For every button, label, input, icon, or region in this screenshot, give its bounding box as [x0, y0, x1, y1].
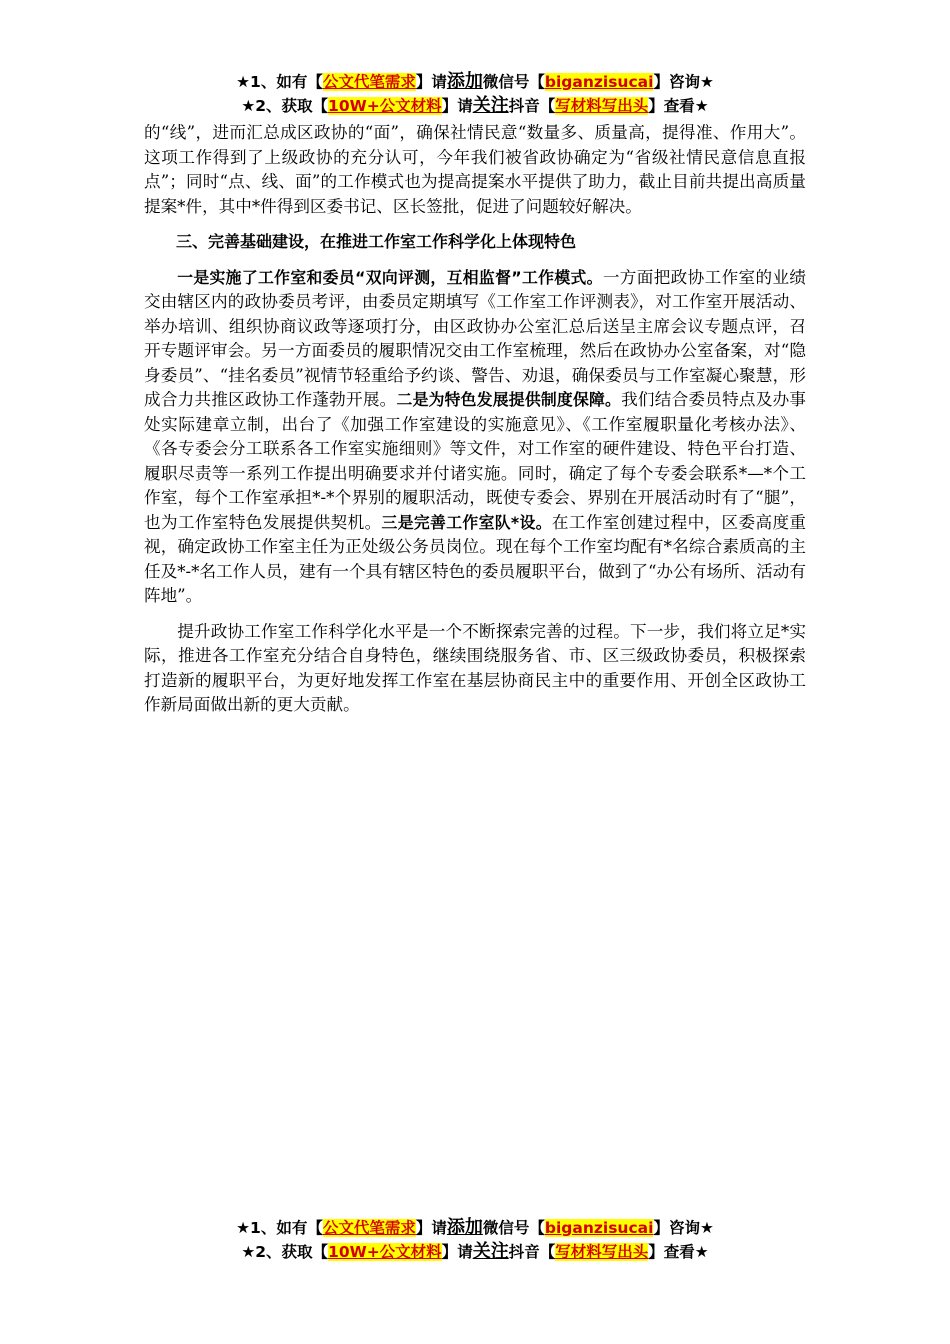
banner-wechat-id: biganzisucai [544, 73, 654, 91]
document-body [144, 121, 806, 718]
paragraph-3: 提升政协工作室工作科学化水平是一个不断探索完善的过程。下一步，我们将立足*实际，推进各工作室充分结合自身特色，继续围绕服务省、市、区三级政协委员，积极探索打造新的履职平台，为更好地发挥工作室在基层协商民主中的重要作用、开创全区政协工作新局面做出新的更大贡献。 [144, 621, 806, 714]
banner-highlight: 公文代笔需求 [322, 1219, 416, 1237]
banner-line-2: ★2、获取【10W+公文材料】请关注抖音【写材料写出头】查看★ [241, 1241, 709, 1262]
paragraph-2: 一是实施了工作室和委员“双向评测，互相监督”工作模式。一方面把政协工作室的业绩交由辖区内的政协委员考评，由委员定期填写《工作室工作评测表》，对工作室开展活动、举办培训、组织协商议政等逐项打分，由区政协办公室汇总后送呈主席会议专题点评，召开专题评审会。另一方面委员的履职情况交由工作室梳理，然后在政协办公室备案，对“隐身委员”、“挂名委员”视情节轻重给予约谈、警告、劝退，确保委员与工作室凝心聚慧，形成合力共推区政协工作蓬勃开展。二是为特色发展提供制度保障。我们结合委员特点及办事处实际建章立制，出台了《加强工作室建设的实施意见》、《工作室履职量化考核办法》、《各专委会分工联系各工作室实施细则》等文件，对工作室的硬件建设、特色平台打造、履职尽责等一系列工作提出明确要求并付诸实施。同时，确定了每个专委会联系*—*个工作室，每个工作室承担*-*个界别的履职活动，既使专委会、界别在开展活动时有了“腿”，也为工作室特色发展提供契机。三是完善工作室队*设。在工作室创建过程中，区委高度重视，确定政协工作室主任为正处级公务员岗位。现在每个工作室均配有*名综合素质高的主任及*-*名工作人员，建有一个具有辖区特色的委员履职平台，做到了“办公有场所、活动有阵地”。 [144, 267, 807, 605]
banner-line-2: ★2、获取【10W+公文材料】请关注抖音【写材料写出头】查看★ [241, 95, 709, 116]
banner-highlight: 10W+公文材料 [328, 1243, 442, 1261]
paragraph-1: 的“线”，进而汇总成区政协的“面”，确保社情民意“数量多、质量高，提得准、作用大”。这项工作得到了上级政协的充分认可，今年我们被省政协确定为“省级社情民意信息直报点”；同时“点、线、面”的工作模式也为提高提案水平提供了助力，截止目前共提出高质量提案*件，其中*件得到区委书记、区长签批，促进了问题较好解决。 [144, 123, 806, 216]
section-heading-3: 三、完善基础建设，在推进工作室工作科学化上体现特色 [176, 232, 577, 251]
banner-highlight: 10W+公文材料 [328, 97, 442, 115]
banner-wechat-id: biganzisucai [544, 1219, 654, 1237]
banner-douyin-name: 写材料写出头 [555, 97, 649, 115]
footer-banner [0, 1216, 950, 1264]
banner-line-1: ★1、如有【公文代笔需求】请添加微信号【biganzisucai】咨询★ [236, 1217, 714, 1238]
banner-highlight: 公文代笔需求 [322, 73, 416, 91]
header-banner [0, 70, 950, 118]
banner-douyin-name: 写材料写出头 [555, 1243, 649, 1261]
banner-line-1: ★1、如有【公文代笔需求】请添加微信号【biganzisucai】咨询★ [236, 71, 714, 92]
